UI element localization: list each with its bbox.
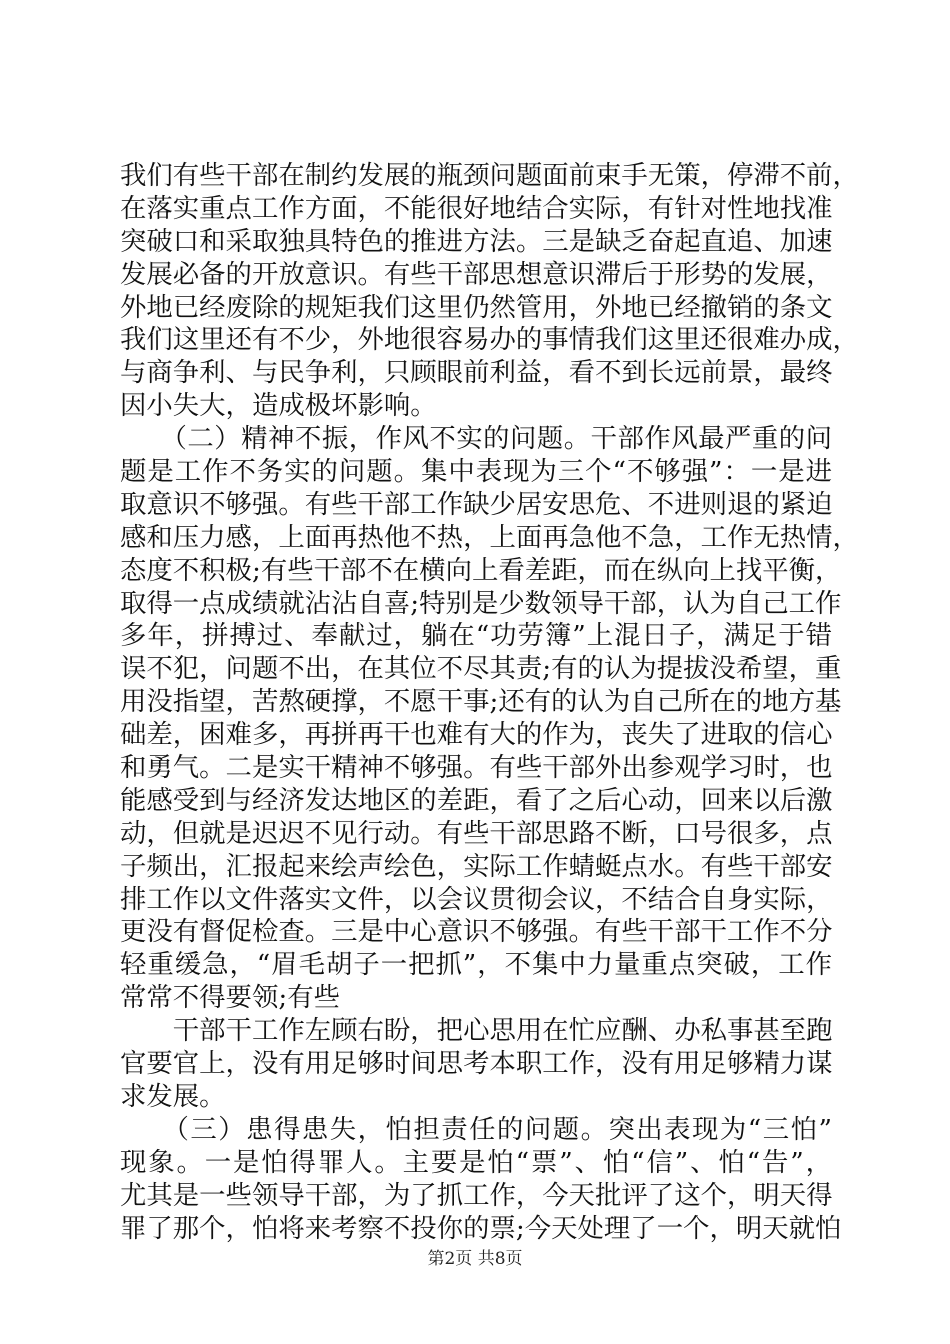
text-line: 和勇气。二是实干精神不够强。有些干部外出参观学习时，也 bbox=[120, 752, 833, 784]
text-line: （三）患得患失，怕担责任的问题。突出表现为“三怕” bbox=[120, 1113, 832, 1145]
text-line: 突破口和采取独具特色的推进方法。三是缺乏奋起直追、加速 bbox=[120, 225, 833, 257]
text-line: 动，但就是迟迟不见行动。有些干部思路不断，口号很多，点 bbox=[120, 817, 833, 849]
text-line: 在落实重点工作方面，不能很好地结合实际，有针对性地找准 bbox=[120, 192, 833, 224]
text-line: 轻重缓急，“眉毛胡子一把抓”，不集中力量重点突破，工作 bbox=[120, 949, 832, 981]
document-body bbox=[120, 160, 859, 1245]
text-line: 取意识不够强。有些干部工作缺少居安思危、不进则退的紧迫 bbox=[120, 488, 833, 520]
text-line: 态度不积极;有些干部不在横向上看差距，而在纵向上找平衡， bbox=[120, 554, 842, 586]
text-line: 与商争利、与民争利，只顾眼前利益，看不到长远前景，最终 bbox=[120, 357, 833, 389]
page-number-label: 第2页 共8页 bbox=[427, 1249, 523, 1269]
page-footer bbox=[0, 1244, 950, 1269]
text-line: 官要官上，没有用足够时间思考本职工作，没有用足够精力谋 bbox=[120, 1048, 833, 1080]
text-line: 现象。一是怕得罪人。主要是怕“票”、怕“信”、怕“告”， bbox=[120, 1146, 832, 1178]
text-line: （二）精神不振，作风不实的问题。干部作风最严重的问 bbox=[120, 423, 832, 455]
text-line: 能感受到与经济发达地区的差距，看了之后心动，回来以后激 bbox=[120, 784, 833, 816]
text-line: 我们这里还有不少，外地很容易办的事情我们这里还很难办成， bbox=[120, 324, 859, 356]
text-line: 因小失大，造成极坏影响。 bbox=[120, 390, 437, 422]
text-line: 多年，拼搏过、奉献过，躺在“功劳簿”上混日子，满足于错 bbox=[120, 620, 832, 652]
text-line: 更没有督促检查。三是中心意识不够强。有些干部干工作不分 bbox=[120, 916, 833, 948]
text-line: 发展必备的开放意识。有些干部思想意识滞后于形势的发展， bbox=[120, 258, 833, 290]
text-line: 我们有些干部在制约发展的瓶颈问题面前束手无策，停滞不前， bbox=[120, 160, 859, 191]
text-line: 取得一点成绩就沾沾自喜;特别是少数领导干部，认为自己工作 bbox=[120, 587, 842, 619]
text-line: 用没指望，苦熬硬撑，不愿干事;还有的认为自己所在的地方基 bbox=[120, 686, 842, 718]
text-line: 干部干工作左顾右盼，把心思用在忙应酬、办私事甚至跑 bbox=[120, 1015, 833, 1047]
text-line: 础差，困难多，再拼再干也难有大的作为，丧失了进取的信心 bbox=[120, 719, 833, 751]
text-line: 外地已经废除的规矩我们这里仍然管用，外地已经撤销的条文 bbox=[120, 291, 833, 323]
text-line: 子频出，汇报起来绘声绘色，实际工作蜻蜓点水。有些干部安 bbox=[120, 850, 833, 882]
text-line: 感和压力感，上面再热他不热，上面再急他不急，工作无热情， bbox=[120, 521, 859, 553]
text-line: 排工作以文件落实文件，以会议贯彻会议，不结合自身实际， bbox=[120, 883, 833, 915]
text-line: 常常不得要领;有些 bbox=[120, 982, 341, 1014]
text-line: 题是工作不务实的问题。集中表现为三个“不够强”：一是进 bbox=[120, 456, 832, 488]
text-line: 罪了那个，怕将来考察不投你的票;今天处理了一个，明天就怕 bbox=[120, 1212, 842, 1244]
text-line: 求发展。 bbox=[120, 1080, 226, 1112]
text-line: 误不犯，问题不出，在其位不尽其责;有的认为提拔没希望，重 bbox=[120, 653, 842, 685]
text-line: 尤其是一些领导干部，为了抓工作，今天批评了这个，明天得 bbox=[120, 1179, 833, 1211]
